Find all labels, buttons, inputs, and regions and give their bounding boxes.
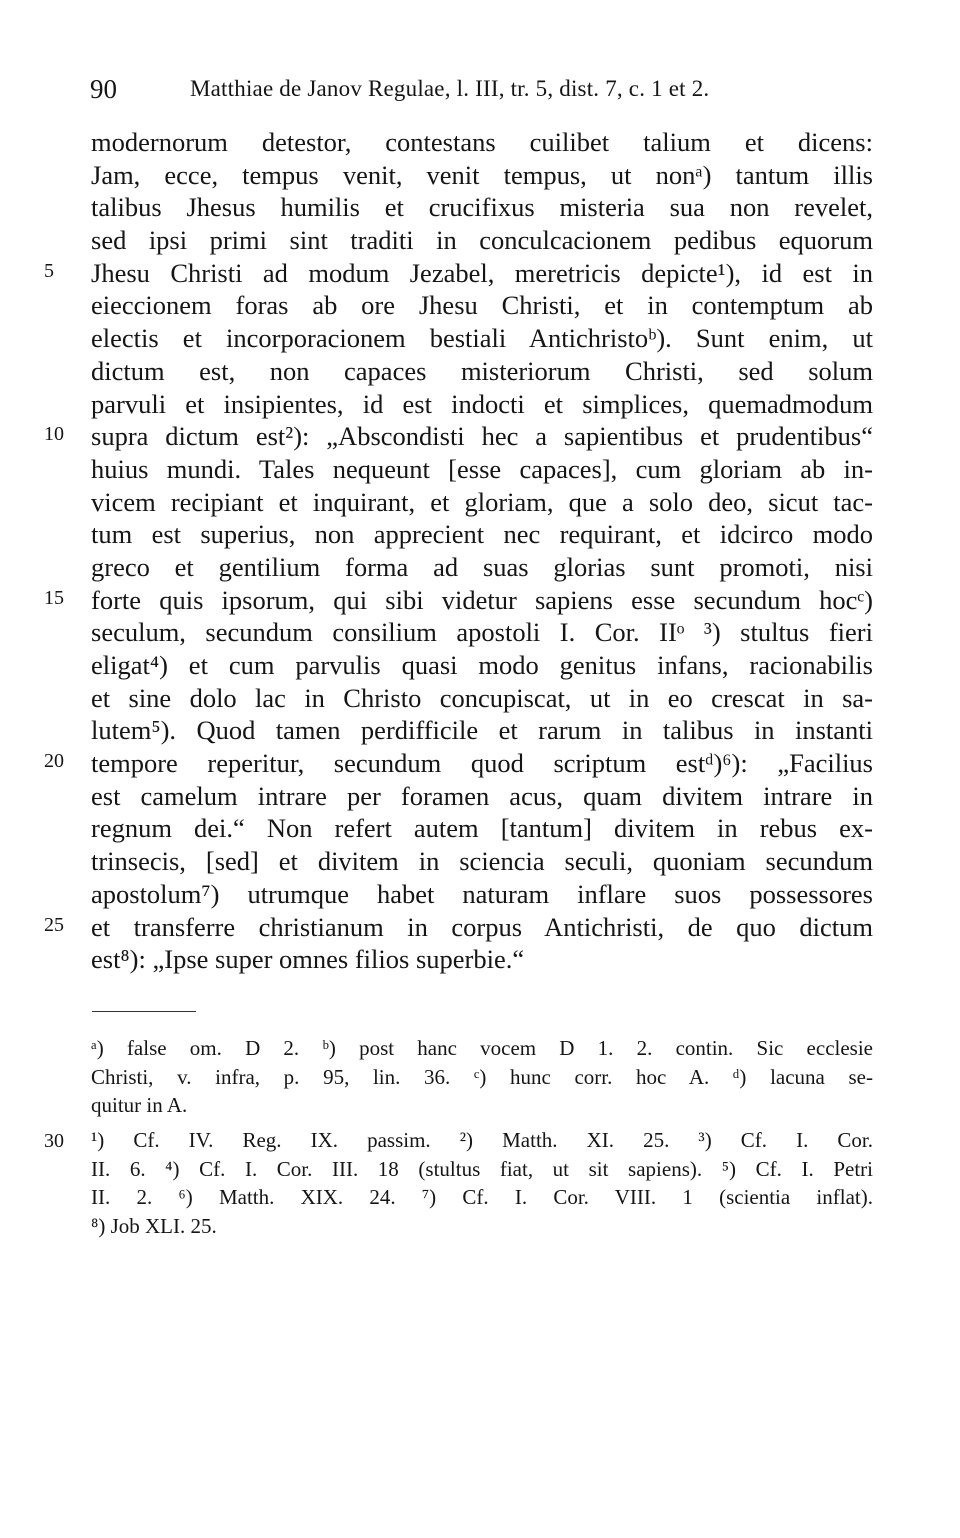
text-line bbox=[0, 584, 960, 617]
line-text: II. 2. ⁶) Matth. XIX. 24. ⁷) Cf. I. Cor. VIII. 1 (scientia inflat). bbox=[91, 1185, 873, 1210]
line-text: II. 6. ⁴) Cf. I. Cor. III. 18 (stultus fiat, ut sit sapiens). ⁵) Cf. I. Petri bbox=[91, 1156, 873, 1181]
footnote-rule bbox=[92, 1011, 196, 1012]
text-line bbox=[0, 845, 960, 878]
line-text: talibus Jhesus humilis et crucifixus misteria sua non revelet, bbox=[91, 192, 873, 223]
line-number: 25 bbox=[44, 913, 64, 936]
source-line bbox=[0, 1155, 960, 1184]
line-number: 5 bbox=[44, 259, 54, 282]
line-text: sed ipsi primi sint traditi in conculcacionem pedibus equorum bbox=[91, 225, 873, 256]
text-line bbox=[0, 322, 960, 355]
text-line bbox=[0, 649, 960, 682]
text-line bbox=[0, 714, 960, 747]
source-line bbox=[0, 1126, 960, 1155]
line-text: dictum est, non capaces misteriorum Christi, sed solum bbox=[91, 355, 873, 386]
line-text: quitur in A. bbox=[91, 1093, 188, 1118]
text-line bbox=[0, 191, 960, 224]
text-line bbox=[0, 486, 960, 519]
line-text: Jhesu Christi ad modum Jezabel, meretricis depicte¹), id est in bbox=[91, 257, 873, 288]
line-text: seculum, secundum consilium apostoli I. Cor. IIᵒ ³) stultus fieri bbox=[91, 617, 873, 648]
line-text: est⁸): „Ipse super omnes filios superbie.“ bbox=[91, 944, 525, 975]
line-text: forte quis ipsorum, qui sibi videtur sapiens esse secundum hocᶜ) bbox=[91, 584, 873, 615]
line-text: tempore reperitur, secundum quod scriptum estᵈ)⁶): „Facilius bbox=[91, 748, 873, 779]
line-number: 10 bbox=[44, 423, 64, 446]
text-line bbox=[0, 747, 960, 780]
line-text: regnum dei.“ Non refert autem [tantum] divitem in rebus ex- bbox=[91, 813, 873, 844]
critical-apparatus bbox=[0, 1034, 960, 1120]
main-text bbox=[0, 126, 960, 976]
line-text: apostolum⁷) utrumque habet naturam inflare suos possessores bbox=[91, 878, 873, 909]
text-line bbox=[0, 682, 960, 715]
line-number: 30 bbox=[44, 1130, 64, 1152]
apparatus-line bbox=[0, 1034, 960, 1063]
line-text: lutem⁵). Quod tamen perdifficile et rarum in talibus in instanti bbox=[91, 715, 873, 746]
line-text: eligat⁴) et cum parvulis quasi modo genitus infans, racionabilis bbox=[91, 650, 873, 680]
source-notes bbox=[0, 1126, 960, 1240]
text-line bbox=[0, 159, 960, 192]
text-line bbox=[0, 453, 960, 486]
line-text: tum est superius, non apprecient nec requirant, et idcirco modo bbox=[91, 519, 873, 550]
line-text: Christi, v. infra, p. 95, lin. 36. ᶜ) hunc corr. hoc A. ᵈ) lacuna se- bbox=[91, 1064, 873, 1089]
text-line bbox=[0, 878, 960, 911]
line-text: eieccionem foras ab ore Jhesu Christi, et in contemptum ab bbox=[91, 290, 873, 321]
line-text: ᵃ) false om. D 2. ᵇ) post hanc vocem D 1. 2. contin. Sic ecclesie bbox=[91, 1036, 873, 1060]
line-text: et transferre christianum in corpus Antichristi, de quo dictum bbox=[91, 911, 873, 942]
line-text: greco et gentilium forma ad suas glorias sunt promoti, nisi bbox=[91, 551, 873, 582]
line-text: trinsecis, [sed] et divitem in sciencia seculi, quoniam secundum bbox=[91, 846, 873, 877]
line-text: Jam, ecce, tempus venit, venit tempus, ut nonᵃ) tantum illis bbox=[91, 159, 873, 190]
line-text: parvuli et insipientes, id est indocti et simplices, quemadmodum bbox=[91, 388, 873, 419]
text-line bbox=[0, 289, 960, 322]
text-line bbox=[0, 551, 960, 584]
line-text: modernorum detestor, contestans cuilibet talium et dicens: bbox=[91, 127, 873, 157]
line-text: ¹) Cf. IV. Reg. IX. passim. ²) Matth. XI. 25. ³) Cf. I. Cor. bbox=[91, 1128, 873, 1152]
line-text: vicem recipiant et inquirant, et gloriam, que a solo deo, sicut tac- bbox=[91, 486, 873, 517]
page-number: 90 bbox=[90, 74, 117, 104]
line-text: supra dictum est²): „Abscondisti hec a sapientibus et prudentibus“ bbox=[91, 421, 873, 452]
text-line bbox=[0, 812, 960, 845]
text-line bbox=[0, 616, 960, 649]
line-number: 20 bbox=[44, 750, 64, 773]
text-line bbox=[0, 126, 960, 159]
text-line bbox=[0, 257, 960, 290]
line-text: est camelum intrare per foramen acus, quam divitem intrare in bbox=[91, 780, 873, 811]
text-line bbox=[0, 388, 960, 421]
text-line bbox=[0, 780, 960, 813]
text-line bbox=[0, 224, 960, 257]
source-line bbox=[0, 1183, 960, 1212]
running-head: Matthiae de Janov Regulae, l. III, tr. 5, dist. 7, c. 1 et 2. bbox=[190, 76, 710, 101]
apparatus-line bbox=[0, 1063, 960, 1092]
line-number: 15 bbox=[44, 586, 64, 609]
line-text: huius mundi. Tales nequeunt [esse capaces], cum gloriam ab in- bbox=[91, 453, 873, 484]
running-header bbox=[90, 74, 880, 106]
line-text: et sine dolo lac in Christo concupiscat, ut in eo crescat in sa- bbox=[91, 682, 873, 713]
line-text: ⁸) Job XLI. 25. bbox=[91, 1213, 217, 1238]
apparatus-line bbox=[0, 1091, 960, 1120]
text-line bbox=[0, 518, 960, 551]
source-line bbox=[0, 1212, 960, 1241]
text-line bbox=[0, 943, 960, 976]
text-line bbox=[0, 355, 960, 388]
text-line bbox=[0, 911, 960, 944]
line-text: electis et incorporacionem bestiali Antichristoᵇ). Sunt enim, ut bbox=[91, 323, 873, 354]
text-line bbox=[0, 420, 960, 453]
